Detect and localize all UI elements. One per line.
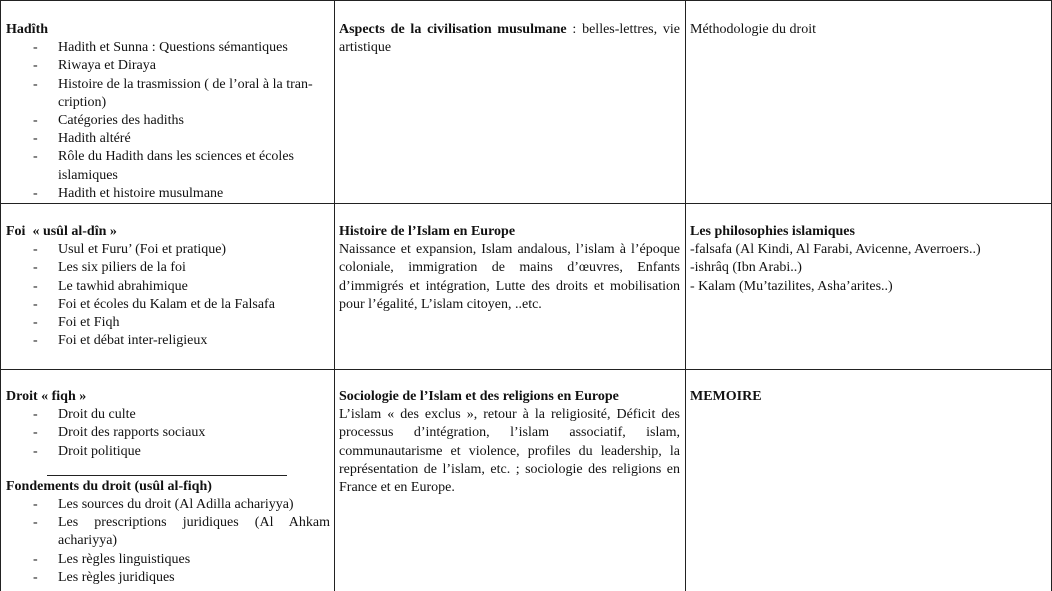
cell-histoire-europe: [339, 223, 680, 314]
list-item: - Usul et Furu’ (Foi et pratique): [6, 241, 330, 259]
cell-sociologie: [339, 388, 680, 497]
cell-line: -ishrâq (Ibn Arabi..): [690, 260, 802, 276]
cell-text: L’islam « des exclus », retour à la religiosité, Déficit des processus d’intégration, l’islam associatif, islam, communautarisme et violence, profiles du leadership, la représentation de l’islam, etc. ; sociologie des religions en France et en Europe.: [339, 407, 680, 496]
list-item: - Hadith et histoire musulmane: [6, 185, 330, 203]
cell-philosophies: [690, 223, 1048, 296]
list-item: - Rôle du Hadith dans les sciences et écoles islamiques: [6, 148, 330, 184]
cell-civilisation: [339, 21, 680, 57]
row-divider-1: [0, 203, 1052, 204]
table-border-top: [0, 0, 1052, 1]
list-item: - Foi et écoles du Kalam et de la Falsafa: [6, 296, 330, 314]
list-item: - Droit des rapports sociaux: [6, 424, 330, 442]
topic-list: [6, 39, 330, 203]
list-item: - Histoire de la trasmission ( de l’oral à la trancription): [6, 76, 330, 112]
cell-memoire: [690, 388, 1048, 406]
cell-subtitle: Fondements du droit (usûl al-fiqh): [6, 478, 212, 494]
list-item: - Foi et Fiqh: [6, 314, 330, 332]
list-item: - Les règles juridiques: [6, 569, 330, 587]
list-item: - Droit politique: [6, 443, 330, 461]
table-border-left: [0, 0, 1, 591]
list-item: - Foi et débat inter-religieux: [6, 332, 330, 350]
cell-text: : belles-lettres, vie artistique: [339, 22, 680, 56]
list-item: - Droit du culte: [6, 406, 330, 424]
cell-text: Naissance et expansion, Islam andalous, l’islam à l’époque coloniale, immigration de mains d’œuvres, Enfants d’immigrés et intégration, Lutte des droits et mobilisation pour l’égalité, L’islam citoyen, ..etc.: [339, 242, 680, 312]
topic-list: [6, 406, 330, 461]
cell-title: Sociologie de l’Islam et des religions en Europe: [339, 389, 619, 404]
cell-droit: [6, 388, 330, 587]
cell-hadith: [6, 21, 330, 203]
list-item: - Les règles linguistiques: [6, 551, 330, 569]
column-divider-1: [334, 0, 335, 591]
list-item: - Hadith altéré: [6, 130, 330, 148]
column-divider-2: [685, 0, 686, 591]
cell-title: Foi « usûl al-dîn »: [6, 224, 117, 239]
cell-methodologie: [690, 21, 1048, 39]
list-item: - Les sources du droit (Al Adilla achariyya): [6, 496, 330, 514]
list-item: - Le tawhid abrahimique: [6, 278, 330, 296]
cell-line: - Kalam (Mu’tazilites, Asha’arites..): [690, 278, 893, 294]
cell-line: -falsafa (Al Kindi, Al Farabi, Avicenne, Averroers..): [690, 242, 981, 258]
cell-title: Aspects de la civilisation musulmane: [339, 22, 567, 37]
list-item: - Riwaya et Diraya: [6, 57, 330, 75]
list-item: - Hadith et Sunna : Questions sémantiques: [6, 39, 330, 57]
separator-rule: [47, 475, 287, 476]
cell-foi: [6, 223, 330, 350]
cell-title: MEMOIRE: [690, 389, 762, 404]
cell-text: Méthodologie du droit: [690, 22, 816, 37]
list-item: - Catégories des hadiths: [6, 112, 330, 130]
cell-title: Les philosophies islamiques: [690, 224, 855, 239]
topic-list: [6, 496, 330, 587]
cell-title: Droit « fiqh »: [6, 389, 87, 404]
cell-title: Hadîth: [6, 22, 49, 37]
list-item: - Les prescriptions juridiques (Al Ahkam achariyya): [6, 514, 330, 550]
topic-list: [6, 241, 330, 350]
cell-title: Histoire de l’Islam en Europe: [339, 224, 516, 239]
list-item: - Les six piliers de la foi: [6, 259, 330, 277]
row-divider-2: [0, 369, 1052, 370]
